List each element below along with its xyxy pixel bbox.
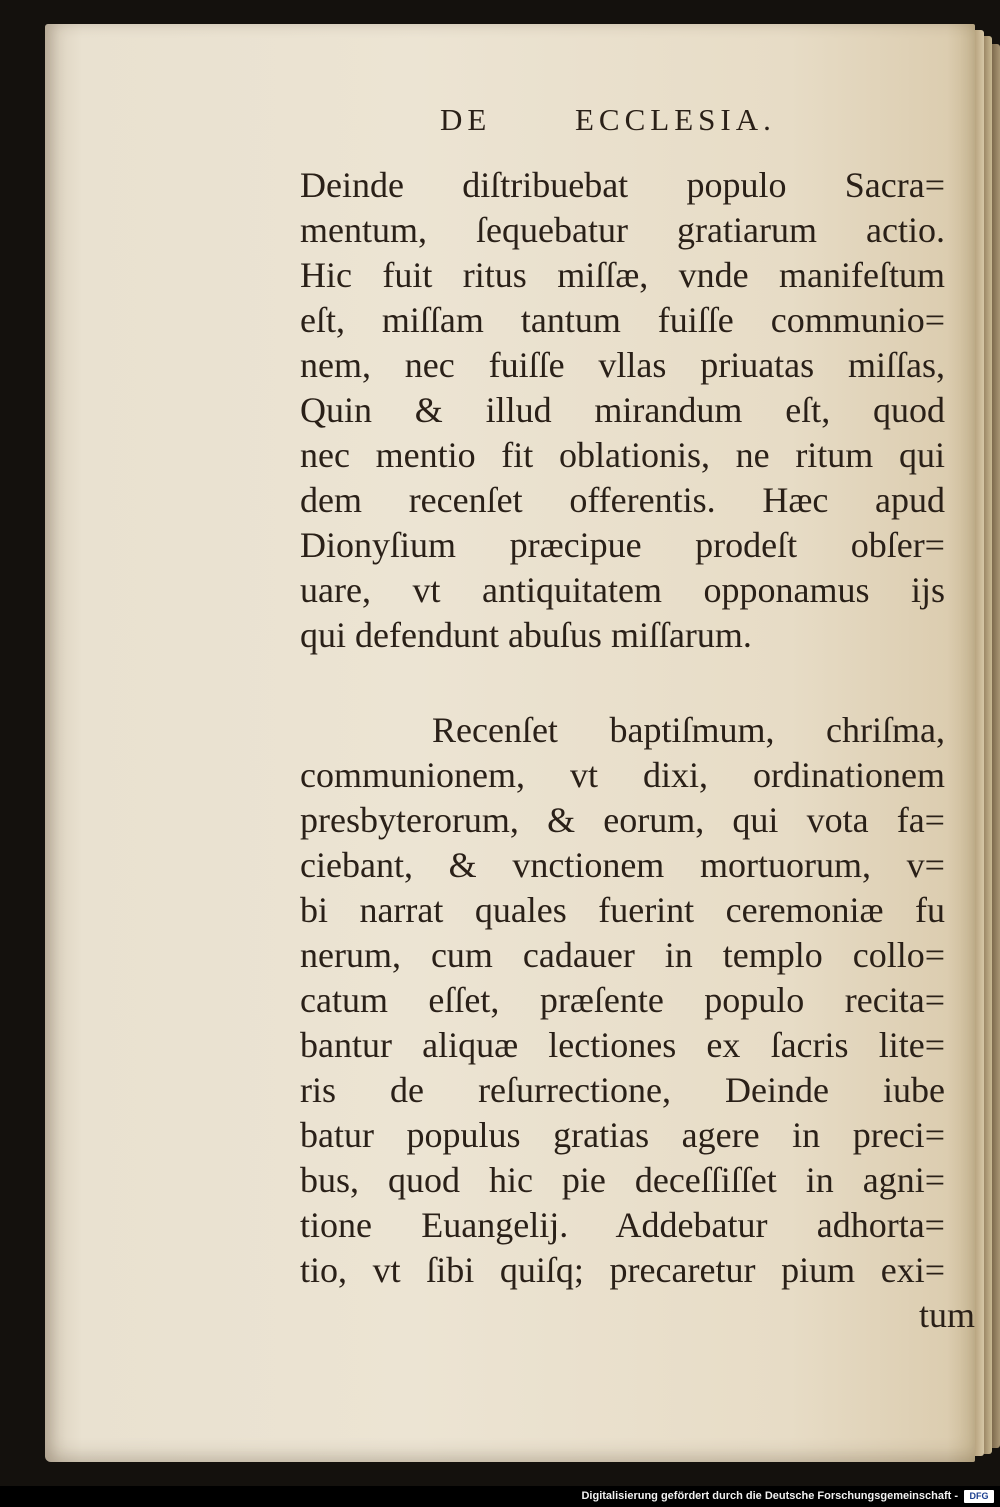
catchword: tum bbox=[918, 1295, 975, 1335]
text-line: Hic fuit ritus miſſæ, vnde manifeſtum bbox=[300, 255, 945, 295]
text-line: qui defendunt abuſus miſſarum. bbox=[300, 615, 752, 655]
text-line: catum eſſet, præſente populo recita= bbox=[300, 980, 945, 1020]
funding-notice: Digitalisierung gefördert durch die Deutsche Forschungsgemeinschaft - bbox=[581, 1490, 958, 1502]
text-line: Quin & illud mirandum eſt, quod bbox=[300, 390, 945, 430]
page-edge bbox=[992, 44, 1000, 1448]
running-head-left: DE bbox=[440, 102, 492, 137]
text-line: communionem, vt dixi, ordinationem bbox=[300, 755, 945, 795]
text-block bbox=[300, 163, 945, 1343]
text-line: bus, quod hic pie deceſſiſſet in agni= bbox=[300, 1160, 945, 1200]
text-line: batur populus gratias agere in preci= bbox=[300, 1115, 945, 1155]
text-line: Dionyſium præcipue prodeſt obſer= bbox=[300, 525, 945, 565]
text-line: bantur aliquæ lectiones ex ſacris lite= bbox=[300, 1025, 945, 1065]
digitization-footer bbox=[0, 1486, 1000, 1507]
text-line: bi narrat quales fuerint ceremoniæ fu bbox=[300, 890, 945, 930]
text-line: Deinde diſtribuebat populo Sacra= bbox=[300, 165, 945, 205]
text-line: uare, vt antiquitatem opponamus ijs bbox=[300, 570, 945, 610]
text-line: Recenſet baptiſmum, chriſma, bbox=[432, 710, 945, 750]
paragraph bbox=[300, 708, 945, 1293]
text-line: ciebant, & vnctionem mortuorum, v= bbox=[300, 845, 945, 885]
running-head-right: ECCLESIA. bbox=[575, 102, 776, 137]
text-line: nem, nec fuiſſe vllas priuatas miſſas, bbox=[300, 345, 945, 385]
page-edge bbox=[975, 30, 984, 1456]
text-line: mentum, ſequebatur gratiarum actio. bbox=[300, 210, 945, 250]
dfg-logo: DFG bbox=[964, 1490, 994, 1503]
text-line: presbyterorum, & eorum, qui vota fa= bbox=[300, 800, 945, 840]
text-line: nerum, cum cadauer in templo collo= bbox=[300, 935, 945, 975]
text-line: tio, vt ſibi quiſq; precaretur pium exi= bbox=[300, 1250, 945, 1290]
page-edge bbox=[984, 36, 992, 1454]
paragraph bbox=[300, 163, 945, 658]
text-line: tione Euangelij. Addebatur adhorta= bbox=[300, 1205, 945, 1245]
running-head bbox=[300, 102, 945, 148]
text-line: eſt, miſſam tantum fuiſſe communio= bbox=[300, 300, 945, 340]
text-line: nec mentio fit oblationis, ne ritum qui bbox=[300, 435, 945, 475]
text-line: ris de reſurrectione, Deinde iube bbox=[300, 1070, 945, 1110]
text-line: dem recenſet offerentis. Hæc apud bbox=[300, 480, 945, 520]
